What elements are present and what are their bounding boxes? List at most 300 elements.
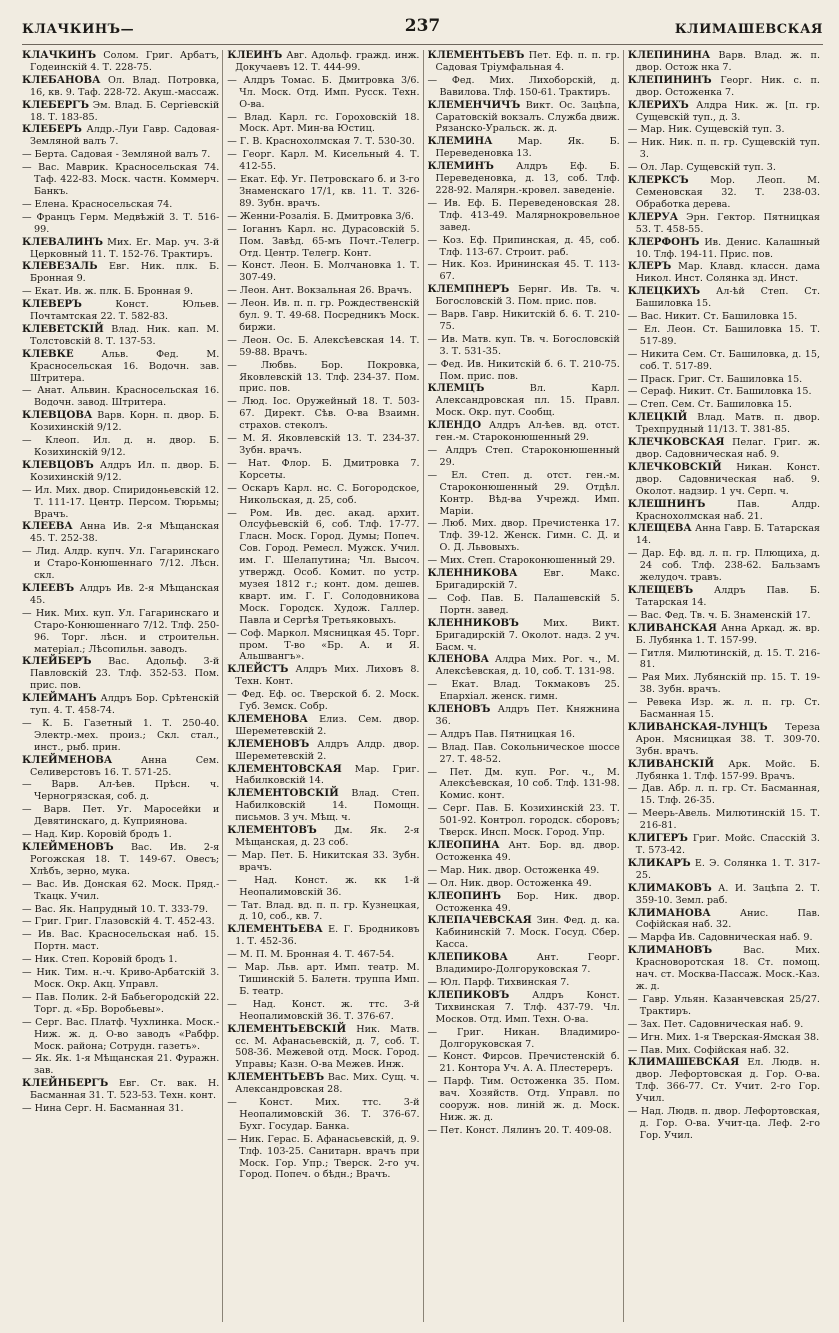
directory-entry [428, 878, 620, 890]
directory-entry [428, 161, 620, 197]
entry-details: Вас. Мих. Красноворотская 18. Ст. помощ. нач. ст. Москва-Пассаж. Моск.-Каз. ж. д. [635, 945, 820, 992]
directory-entry [227, 149, 419, 173]
entry-details: — Рая Мих. Лубянскій пр. 15. Т. 19-38. Зубн. врачъ. [627, 672, 820, 696]
entry-details: Е. Г. Бродниковъ 1. Т. 452-36. [235, 924, 420, 948]
entry-surname: КЛЕЙМАНЪ [22, 692, 97, 705]
directory-entry [428, 1076, 620, 1124]
entry-details: — Серг. Вас. Платф. Чухлинка. Моск.-Ниж. ж. д. О-во заводъ «Рабфр. Моск. района; Сотрудн. газетъ». [22, 1016, 220, 1052]
entry-details: Алдр.-Луи Гавр. Садовая-Земляной валъ 7. [30, 124, 220, 148]
entry-details: Пелаг. Григ. ж. двор. Садовническая наб. 9. [635, 437, 820, 460]
entry-details: — Екат. Ив. ж. плк. Б. Бронная 9. [22, 286, 194, 298]
entry-details: — Алдръ Томас. Б. Дмитровка 3/6. Чл. Моск. Отд. Имп. Русск. Техн. О-ва. [227, 74, 420, 110]
directory-entry [22, 804, 219, 828]
entry-details: — Лид. Алдр. купч. Ул. Гагаринскаго и Старо-Конюшеннаго 7/12. Лѣсн. скл. [22, 546, 220, 582]
directory-entry [22, 299, 219, 323]
directory-entry [628, 137, 820, 161]
entry-details: — Нат. Флор. Б. Дмитровка 7. Корсеты. [227, 457, 420, 481]
directory-entry [22, 829, 219, 841]
entry-details: Зин. Фед. д. ка. Кабининскій 7. Моск. Госуд. Сбер. Касса. [435, 915, 620, 951]
directory-entry [227, 714, 419, 738]
entry-details: — Пет. Конст. Лялинъ 20. Т. 409-08. [427, 1124, 612, 1136]
directory-entry [227, 136, 419, 148]
directory-entry [227, 1097, 419, 1133]
directory-entry [628, 75, 820, 99]
entry-details: — Мар. Ник. двор. Остоженка 49. [427, 864, 600, 876]
entry-details: Альв. Фед. М. Красносельская 16. Водочн. зав. Штритера. [30, 348, 220, 384]
entry-details: — Фед. Ив. Никитскій б. 6. Т. 210-75. Пом. прис. пов. [427, 358, 620, 382]
entry-details: Влад. Матв. п. двор. Трехпрудный 11/13. Т. 381-85. [635, 412, 820, 436]
entry-details: — Степ. Сем. Ст. Башиловка 15. [627, 399, 792, 411]
directory-entry [628, 523, 820, 547]
directory-entry [628, 311, 820, 323]
entry-surname: КЛЕМЕНТЬЕВСКІЙ [227, 1022, 347, 1035]
entry-details: — Варв. Пет. Уг. Маросейки и Девятинскаго, д. Куприянова. [22, 804, 220, 828]
entry-surname: КЛЕЩЕВЪ [627, 583, 694, 596]
directory-entry [628, 994, 820, 1018]
directory-entry [628, 1032, 820, 1044]
directory-entry [227, 1134, 419, 1182]
entry-details: — Ол. Ник. двор. Остоженка 49. [427, 877, 592, 889]
directory-entry [428, 593, 620, 617]
directory-entry [428, 359, 620, 383]
entry-details: Мих. Викт. Бригадирскій 7. Околот. надз. 2 уч. Басм. ч. [435, 617, 620, 653]
entry-details: — Ник. Тим. н.-ч. Криво-Арбатскій 3. Моск. Окр. Акц. Управл. [22, 967, 220, 990]
directory-entry [227, 224, 419, 260]
directory-entry [428, 952, 620, 976]
entry-details: — Ник. Степ. Коровій бродъ 1. [22, 954, 178, 966]
directory-entry [628, 883, 820, 907]
entry-details: — Праск. Григ. Ст. Башиловка 15. [627, 373, 803, 385]
entry-surname: КЛЕМЦЪ [427, 382, 485, 395]
entry-details: — Соф. Маркол. Мясницкая 45. Торг. пром. Т-во «Бр. А. и Я. Альшвангъ». [227, 627, 420, 663]
entry-details: Мар. Григ. Набилковскій 14. [235, 763, 420, 787]
entry-details: — Ел. Леон. Ст. Башиловка 15. Т. 517-89. [627, 323, 820, 347]
column-3 [423, 50, 623, 1322]
entry-details: Мар. Як. Б. Переведеновка 13. [435, 136, 620, 160]
directory-entry [22, 1053, 219, 1077]
directory-entry [227, 458, 419, 482]
directory-entry [428, 309, 620, 333]
entry-details: Ник. Матв. сс. М. Афанасьевскій, д. 7, соб. Т. 508-36. Межевой отд. Моск. Город. Управы; Казн. О-ва Межев. Инж. [235, 1023, 420, 1071]
entry-details: Ант. Георг. Владимиро-Долгоруковская 7. [435, 952, 620, 976]
directory-entry [22, 718, 219, 754]
entry-surname: КЛИМАКОВЪ [627, 881, 712, 894]
entry-details: Евг. Макс. Бригадирскій 7. [435, 568, 620, 591]
entry-surname: КЛЕРЪ [627, 260, 672, 273]
directory-entry [628, 585, 820, 609]
directory-entry [22, 460, 219, 484]
entry-details: — Ник. Мих. куп. Ул. Гагаринскаго и Старо-Конюшеннаго 7/12. Тлф. 250-96. Торг. лѣсн. и строительн. матеріал.; Лѣсопильн. заводъ. [22, 607, 220, 655]
entry-surname: КЛЕМЕНОВЪ [227, 737, 310, 750]
entry-details: — Зах. Пет. Садовническая наб. 9. [627, 1018, 804, 1030]
entry-details: — Ил. Мих. двор. Спиридоньевскій 12. Т. 111-17. Центр. Персом. Тюрьмы; Врачъ. [22, 484, 220, 520]
entry-details: — Меерь-Авель. Милютинскій 15. Т. 216-81. [627, 808, 820, 832]
entry-details: — Вас. Фед. Тв. ч. Б. Знаменскій 17. [627, 609, 811, 621]
directory-entry [227, 433, 419, 457]
entry-details: — Григ. Григ. Глазовскій 4. Т. 452-43. [22, 916, 215, 928]
entry-details: — Алдръ Пав. Пятницкая 16. [427, 728, 576, 740]
entry-details: — Ив. Матв. куп. Тв. ч. Богословскій 3. Т. 531-35. [427, 333, 620, 357]
entry-surname: КЛЕВКЕ [22, 347, 74, 360]
directory-entry [428, 383, 620, 419]
entry-details: Алдръ Алдр. двор. Шереметевскій 2. [235, 738, 420, 762]
entry-details: — Мар. Ник. Сущевскій туп. 3. [627, 124, 785, 136]
entry-details: — Ник. Ник. п. п. гр. Сущевскій туп. 3. [627, 137, 820, 161]
entry-surname: КЛЕМЕНТОВСКАЯ [227, 762, 342, 775]
entry-surname: КЛЕЙБЕРЪ [22, 655, 92, 668]
entry-details: — Тат. Влад. вд. п. п. гр. Кузнецкая, д. 10, соб., кв. 7. [227, 899, 420, 923]
entry-details: Ив. Денис. Калашный 10. Тлф. 194-11. Прис. пов. [635, 236, 820, 260]
directory-entry [428, 679, 620, 703]
directory-entry [628, 1019, 820, 1031]
entry-details: — Никита Сем. Ст. Башиловка, д. 15, соб. Т. 517-89. [627, 348, 820, 372]
entry-details: — К. Б. Газетный 1. Т. 250-40. Электр.-мех. произ.; Скл. стал., инст., рыб. прин. [22, 717, 220, 753]
entry-details: — М. Я. Яковлевскій 13. Т. 234-37. Зубн. врачъ. [227, 433, 420, 456]
entry-details: — Пав. Полик. 2-й Бабьегородскій 22. Торг. д. «Бр. Воробьевы». [22, 991, 220, 1015]
entry-details: Никан. Конст. двор. Садовническая наб. 9. Околот. надзир. 1 уч. Серп. ч. [635, 461, 820, 497]
entry-details: — Ив. Еф. Б. Переведеновская 28. Тлф. 413-49. Малярнокровельное завед. [427, 197, 620, 233]
directory-entry [22, 904, 219, 916]
directory-entry [227, 396, 419, 432]
directory-entry [628, 324, 820, 348]
directory-entry [428, 259, 620, 283]
entry-details: Алдръ Еф. Б. Переведеновка, д. 13, соб. Тлф. 228-92. Малярн.-кровел. заведеніе. [435, 161, 620, 196]
entry-surname: КЛЕВЕЗАЛЬ [22, 260, 98, 273]
entry-surname: КЛЕВЦОВА [22, 409, 93, 422]
entry-details: Мих. Ег. Мар. уч. 3-й Церковный 11. Т. 152-76. Трактиръ. [30, 236, 220, 260]
directory-entry [22, 50, 219, 74]
directory-entry [628, 462, 820, 498]
entry-surname: КЛЕНОВА [427, 653, 489, 666]
entry-details: — Г. В. Краснохолмская 7. Т. 530-30. [227, 136, 415, 148]
directory-entry [22, 124, 219, 148]
page-header [22, 14, 823, 45]
directory-entry [227, 788, 419, 824]
entry-surname: КЛЕПИНИНЪ [627, 73, 712, 86]
entry-details: — Нина Серг. Н. Басманная 31. [22, 1103, 184, 1115]
entry-details: — Люд. Іос. Оружейный 18. Т. 503-67. Директ. Сѣв. О-ва Взаимн. страхов. стеколъ. [227, 396, 420, 432]
column-2 [222, 50, 422, 1322]
entry-details: Варв. Влад. ж. п. двор. Остож нка 7. [635, 50, 820, 73]
entry-details: Мар. Клавд. классн. дама Никол. Инст. Солянка зд. Инст. [635, 261, 820, 285]
entry-surname: КЛЕЕВЪ [22, 581, 75, 594]
entry-details: — Анат. Альвин. Красносельская 16. Водочн. завод. Штритера. [22, 385, 220, 409]
directory-entry [22, 583, 219, 607]
entry-details: — Сераф. Никит. Ст. Башиловка 15. [627, 386, 812, 398]
directory-entry [22, 1078, 219, 1102]
entry-details: — Игн. Мих. 1-я Тверская-Ямская 38. [627, 1031, 820, 1043]
entry-details: Ел. Людв. н. двор. Лефортовская д. Гор. О-ва. Тлф. 366-77. Ст. Учит. 2-го Гор. Учил. [635, 1057, 820, 1105]
entry-details: Вас. Мих. Сущ. ч. Александровская 28. [235, 1072, 420, 1096]
entry-details: — Ел. Степ. д. отст. ген.-м. Староконюшенный 29. Отдѣл. Контр. Вѣд-ва Учрежд. Имп. Маріи. [427, 469, 620, 517]
entry-surname: КЛЕРУА [627, 210, 679, 223]
directory-entry [227, 962, 419, 998]
directory-entry [22, 75, 219, 99]
entry-surname: КЛЕМЕНОВА [227, 712, 308, 725]
directory-entry [22, 212, 219, 236]
entry-surname: КЛЕЧКОВСКІЙ [627, 460, 722, 473]
directory-entry [22, 100, 219, 124]
directory-entry [628, 162, 820, 174]
entry-surname: КЛИВАНСКАЯ [627, 621, 717, 634]
directory-entry [227, 924, 419, 948]
directory-entry [628, 908, 820, 932]
directory-entry [628, 286, 820, 310]
entry-details: — Вас. Ив. Донская 62. Моск. Пряд.-Ткацк. Учил. [22, 878, 220, 902]
directory-entry [628, 1057, 820, 1105]
directory-entry [22, 149, 219, 161]
entry-surname: КЛЕЙНБЕРГЪ [22, 1077, 109, 1090]
directory-entry [628, 945, 820, 993]
directory-entry [428, 891, 620, 915]
entry-details: — Гавр. Ульян. Казанчевская 25/27. Трактиръ. [627, 993, 820, 1017]
directory-entry [227, 112, 419, 136]
entry-surname: КЛЕБЕРГЪ [22, 98, 89, 111]
directory-entry [22, 842, 219, 878]
entry-surname: КЛИМАНОВЪ [627, 944, 713, 957]
entry-details: — Леон. Ос. Б. Алексѣевская 14. Т. 59-88. Врачъ. [227, 334, 420, 358]
page-number: 237 [404, 16, 441, 36]
entry-details: Евг. Ст. вак. Н. Басманная 31. Т. 523-53. Техн. конт. [30, 1078, 220, 1102]
entry-details: — Соф. Пав. Б. Палашевскій 5. Портн. завед. [427, 592, 620, 616]
entry-surname: КЛЕМИНЪ [427, 160, 494, 173]
directory-entry [428, 555, 620, 567]
entry-details: — Пав. Мих. Софійская наб. 32. [627, 1044, 790, 1056]
directory-entry [227, 285, 419, 297]
entry-details: — Парф. Тим. Остоженка 35. Пом. вач. Хозяйств. Отд. Управл. по сооруж. нов. линій ж. д. Моск. Ниж. ж. д. [427, 1076, 620, 1123]
directory-entry [22, 521, 219, 545]
directory-entry [227, 764, 419, 788]
entry-surname: КЛЕПАЧЕВСКАЯ [427, 914, 532, 927]
directory-entry [22, 349, 219, 385]
entry-details: — Вас. Никит. Ст. Башиловка 15. [627, 311, 798, 323]
directory-entry [428, 470, 620, 518]
entry-details: Ол. Влад. Потровка, 16, кв. 9. Таф. 228-72. Акуш.-массаж. [30, 74, 220, 98]
directory-entry [428, 1027, 620, 1051]
directory-entry [227, 211, 419, 223]
entry-surname: КЛИМАШЕВСКАЯ [627, 1056, 740, 1069]
directory-entry [628, 548, 820, 584]
entry-details: Влад. Ник. кап. М. Толстовскій 8. Т. 137-53. [30, 323, 220, 347]
directory-entry [22, 162, 219, 198]
entry-surname: КЛЕПИКОВЪ [427, 988, 510, 1001]
entry-surname: КЛЕМИНА [427, 135, 493, 148]
directory-entry [227, 1072, 419, 1096]
directory-entry [227, 75, 419, 111]
entry-surname: КЛЕМЕНТЬЕВЪ [227, 1071, 325, 1084]
entry-details: — Варв. Гавр. Никитскій б. 6. Т. 210-75. [427, 309, 620, 332]
directory-entry [22, 879, 219, 903]
entry-details: Анис. Пав. Софійская наб. 32. [635, 907, 820, 931]
entry-details: Алдръ Пав. Б. Татарская 14. [635, 584, 820, 608]
entry-details: — Над. Людв. п. двор. Лефортовская, д. Гор. О-ва. Учит-ца. Леф. 2-го Гор. Учил. [627, 1106, 820, 1141]
directory-entry [227, 483, 419, 507]
directory-entry [628, 349, 820, 373]
directory-entry [428, 654, 620, 678]
directory-entry [628, 100, 820, 124]
entry-details: — Женни-Розалія. Б. Дмитровка 3/6. [227, 210, 414, 222]
entry-details: Варв. Корн. п. двор. Б. Козихинскій 9/12. [30, 410, 220, 434]
entry-surname: КЛЕРИХЪ [627, 98, 689, 111]
entry-details: Бор. Ник. двор. Остоженка 49. [435, 890, 620, 914]
directory-entry [227, 360, 419, 396]
entry-details: Бернг. Ив. Тв. ч. Богословскій 3. Пом. прис. пов. [435, 284, 620, 308]
entry-details: — Конст. Мих. ттс. 3-й Неопалимовскій 36. Т. 376-67. Бухг. Государ. Банка. [227, 1097, 420, 1132]
entry-details: — Георг. Карл. М. Кисельный 4. Т. 412-55. [227, 149, 420, 173]
directory-entry [227, 689, 419, 713]
entry-details: Мор. Леоп. М. Семеновская 32. Т. 238-03. Обработка дерева. [635, 175, 820, 210]
entry-details: Пет. Еф. п. п. гр. Садовая Тріумфальная 4. [435, 50, 620, 73]
entry-surname: КЛИМАНОВА [627, 906, 711, 919]
entry-details: — Люб. Мих. двор. Пречистенка 17. Тлф. 39-12. Женск. Гимн. С. Д. и О. Д. Львовыхъ. [427, 518, 620, 554]
entry-details: — Екат. Влад. Токмаковъ 25. Епархіал. женск. гимн. [427, 679, 620, 703]
entry-details: — Мар. Льв. арт. Имп. театр. М. Тишинскій 5. Балетн. труппа Имп. Б. театр. [227, 962, 420, 997]
column-4 [623, 50, 823, 1322]
directory-entry [428, 977, 620, 989]
directory-entry [227, 1024, 419, 1072]
entry-details: — Леон. Ант. Вокзальная 26. Врачъ. [227, 285, 412, 297]
directory-entry [227, 850, 419, 874]
entry-details: Эм. Влад. Б. Сергіевскій 18. Т. 183-85. [30, 99, 220, 123]
entry-details: — Ник. Герас. Б. Афанасьевскій, д. 9. Тлф. 103-25. Санитарн. врачъ при Моск. Гор. Упр.; Тверск. 2-го уч. Город. Попеч. о бѣдн.; Врачъ. [227, 1133, 420, 1181]
entry-surname: КЛЕЩЕВА [627, 522, 692, 535]
directory-entry [628, 833, 820, 857]
entry-details: — Григ. Никан. Владимиро-Долгоруковская 7. [427, 1026, 620, 1050]
directory-entry [628, 412, 820, 436]
entry-surname: КЛЕВЕТСКІЙ [22, 322, 104, 335]
entry-details: А. И. Зацѣпа 2. Т. 359-10. Земл. раб. [635, 882, 820, 906]
entry-surname: КЛЕЙМЕНОВЪ [22, 841, 114, 853]
entry-details: — Влад. Карл. гс. Гороховскій 18. Моск. Арт. Мин-ва Юстиц. [227, 111, 420, 135]
entry-surname: КЛЕЕВА [22, 520, 73, 533]
directory-entry [628, 610, 820, 622]
entry-details: — Дав. Абр. л. п. гр. Ст. Басманная, 15. Тлф. 26-35. [627, 783, 820, 807]
directory-entry [227, 628, 419, 664]
directory-entry [628, 759, 820, 783]
entry-details: Елиз. Сем. двор. Шереметевскій 2. [235, 713, 420, 737]
entry-details: Алдръ Ил. п. двор. Б. Козихинскій 9/12. [30, 459, 220, 483]
directory-entry [628, 722, 820, 758]
directory-entry [22, 693, 219, 717]
entry-surname: КЛЕМЕНТОВЪ [227, 824, 317, 837]
directory-entry [428, 990, 620, 1026]
directory-entry [428, 865, 620, 877]
directory-entry [428, 198, 620, 234]
directory-entry [428, 803, 620, 839]
entry-details: — Вас. Як. Напрудный 10. Т. 333-79. [22, 903, 208, 915]
entry-surname: КЛЕБЕРЪ [22, 123, 82, 136]
entry-surname: КЛЕМЕНЧИЧЪ [427, 98, 521, 111]
entry-details: Эрн. Гектор. Пятницкая 53. Т. 458-55. [635, 211, 820, 235]
entry-details: — Ром. Ив. дес. акад. архит. Олсуфьевскій 6, соб. Тлф. 17-77. Гласн. Моск. Город. Думы; Попеч. Сов. Город. Ремесл. Мужск. Учил. им. Г. Шелапутина; Чл. Высоч. утвержд. Особ. Комит. по устр. музея 1812 г.; конт. дом. дешев. кварт. им. Г. Г. Солодовникова Моск. Городск. Худож. Галлер. Павла и Сергѣя Третьяковыхъ. [227, 507, 420, 626]
directory-entry [428, 75, 620, 99]
entry-surname: КЛЕЦКИХЪ [627, 285, 701, 298]
entry-surname: КЛЕЙМЕНОВА [22, 753, 113, 766]
directory-entry [22, 916, 219, 928]
directory-entry [428, 1125, 620, 1137]
entry-surname: КЛЕМПНЕРЪ [427, 283, 510, 296]
directory-entry [428, 334, 620, 358]
entry-surname: КЛЕОПИНЪ [427, 889, 502, 902]
entry-details: Арк. Мойс. Б. Лубянка 1. Тлф. 157-99. Врачъ. [635, 758, 820, 782]
directory-entry [22, 385, 219, 409]
directory-entry [22, 1103, 219, 1115]
directory-entry [22, 261, 219, 285]
entry-surname: КЛЕВЦОВЪ [22, 458, 94, 471]
directory-entry [628, 623, 820, 647]
directory-entry [628, 672, 820, 696]
directory-entry [227, 174, 419, 210]
entry-details: Георг. Ник. с. п. двор. Остоженка 7. [635, 74, 820, 98]
directory-entry [227, 875, 419, 899]
entry-surname: КЛЕМЕНТЬЕВА [227, 923, 323, 936]
entry-details: Влад. Степ. Набилковскій 14. Помощн. письмов. 3 уч. Мѣщ. ч. [235, 788, 420, 824]
entry-details: Конст. Юльев. Почтамтская 22. Т. 582-83. [30, 299, 220, 323]
entry-surname: КЛЕМЕНТЬЕВЪ [427, 50, 525, 61]
entry-details: — Дар. Еф. вд. л. п. гр. Плющиха, д. 24 соб. Тлф. 238-62. Бальзамъ желудоч. травъ. [627, 548, 820, 584]
directory-entry [227, 739, 419, 763]
directory-entry [227, 335, 419, 359]
directory-entry [628, 858, 820, 882]
entry-details: — Над. Конст. ж. кк 1-й Неопалимовскій 36. [227, 874, 420, 898]
directory-entry [628, 697, 820, 721]
directory-entry [22, 755, 219, 779]
entry-details: — Алдръ Степ. Староконюшенный 29. [427, 445, 620, 468]
entry-details: Алдръ Пет. Княжнина 36. [435, 704, 620, 727]
entry-details: Анна Сем. Селиверстовъ 16. Т. 571-25. [30, 754, 220, 778]
entry-surname: КЛЕНОВЪ [427, 703, 491, 716]
entry-details: — Фед. Мих. Лихоборскій, д. Вавилова. Тлф. 150-61. Трактиръ. [427, 74, 620, 98]
entry-details: Анна Аркад. ж. вр. Б. Лубянка 1. Т. 157-99. [635, 622, 820, 646]
entry-details: — Пет. Дм. куп. Рог. ч., М. Алексѣевская, 10 соб. Тлф. 131-98. Комис. конт. [427, 766, 620, 802]
entry-surname: КЛЕШНИНЪ [627, 497, 706, 510]
entry-details: — Леон. Ив. п. п. гр. Рождественскій бул. 9. Т. 49-68. Посредникъ Моск. биржи. [227, 298, 420, 333]
directory-entry [628, 261, 820, 285]
entry-details: Анна Гавр. Б. Татарская 14. [635, 523, 820, 547]
directory-entry [428, 1051, 620, 1075]
entry-details: Вл. Карл. Александровская пл. 15. Правл. Моск. Окр. пут. Сообщ. [435, 383, 620, 419]
entry-surname: КЛИГЕРЪ [627, 832, 688, 845]
entry-details: Алдръ Бор. Срѣтенскій туп. 4. Т. 458-74. [30, 693, 220, 717]
entry-details: — Берта. Садовая - Земляной валъ 7. [22, 149, 211, 161]
entry-details: — Любвь. Бор. Покровка, Яковлевскій 13. Тлф. 234-37. Пом. прис. пов. [227, 359, 420, 395]
directory-entry [22, 237, 219, 261]
header-right-keyword: КЛИМАШЕВСКАЯ [674, 22, 823, 37]
entry-surname: КЛЕРФОНЪ [627, 235, 700, 248]
directory-entry [22, 608, 219, 656]
entry-details: Вас. Адольф. 3-й Павловскій 23. Тлф. 352-53. Пом. прис. пов. [30, 656, 220, 692]
directory-entry [428, 100, 620, 136]
entry-details: Алдръ Конст. Тихвинская 7. Тлф. 437-79. Чл. Москов. Отд. Имп. Техн. О-ва. [435, 989, 620, 1025]
entry-surname: КЛЕПИНИНА [627, 50, 711, 61]
entry-details: Солом. Григ. Арбатъ, Годеинскій 4. Т. 228-75. [30, 50, 220, 73]
column-1 [22, 50, 222, 1322]
entry-details: — Марфа Ив. Садовническая наб. 9. [627, 932, 813, 944]
entry-surname: КЛЕВЕРЪ [22, 298, 82, 311]
entry-details: — Вас. Маврик. Красносельская 74. Таф. 422-83. Моск. частн. Коммерч. Банкъ. [22, 162, 220, 197]
entry-details: Анна Ив. 2-я Мѣщанская 45. Т. 252-38. [30, 521, 220, 545]
entry-surname: КЛЕЙНЪ [227, 50, 283, 61]
directory-entry [22, 1017, 219, 1053]
directory-entry [22, 199, 219, 211]
header-left-keyword: КЛАЧКИНЪ— [22, 22, 135, 37]
entry-details: Алдра Мих. Рог. ч., М. Алексѣевская, д. 10, соб. Т. 131-98. [435, 654, 620, 678]
entry-surname: КЛАЧКИНЪ [22, 50, 97, 61]
entry-details: — Іоганнъ Карл. нс. Дурасовскій 5. Пом. Завѣд. 65-мъ Почт.-Телегр. Отд. Центр. Телегр. Конт. [227, 223, 420, 259]
directory-entry [628, 50, 820, 74]
entry-details: — Юл. Парф. Тихвинская 7. [427, 976, 570, 988]
directory-entry [428, 915, 620, 951]
